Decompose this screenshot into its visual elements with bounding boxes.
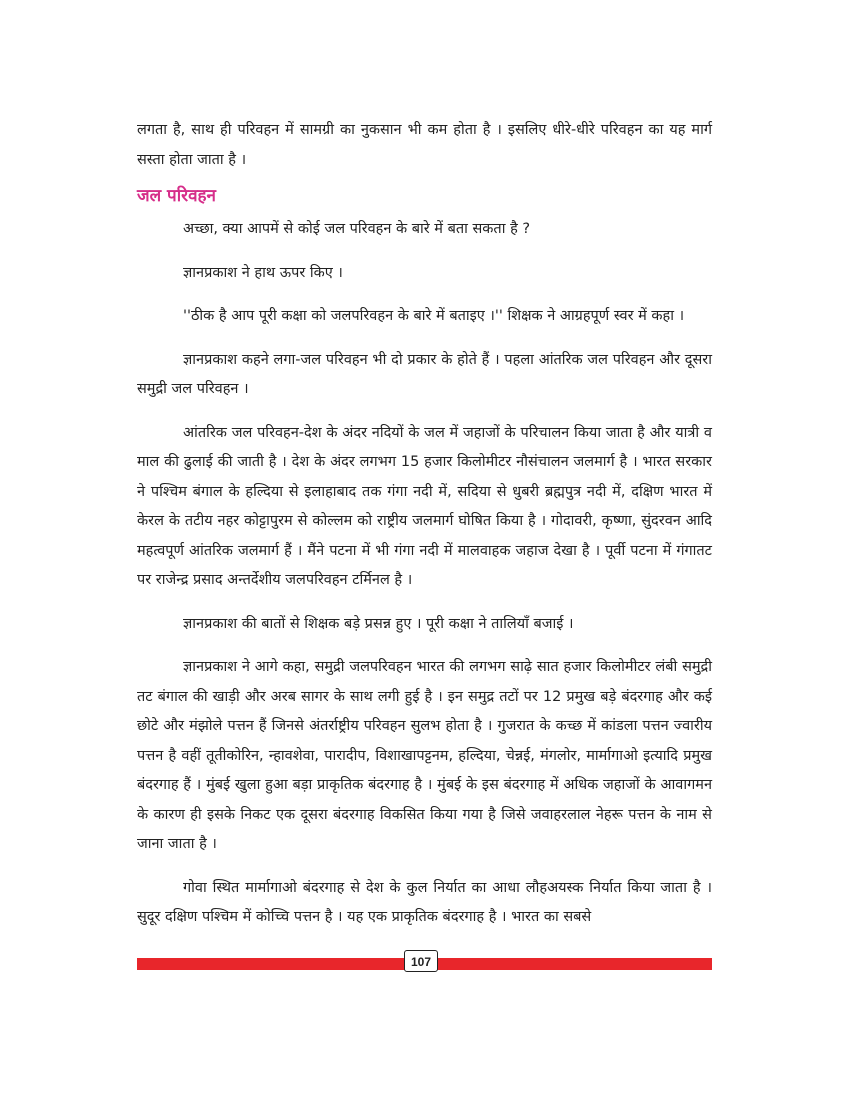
- paragraph-4: ज्ञानप्रकाश कहने लगा-जल परिवहन भी दो प्रकार के होते हैं । पहला आंतरिक जल परिवहन और दूसरा समुद्री जल परिवहन ।: [137, 351, 712, 397]
- paragraph-1: अच्छा, क्या आपमें से कोई जल परिवहन के बारे में बता सकता है ?: [183, 221, 531, 237]
- section-heading: जल परिवहन: [137, 186, 216, 206]
- page-number: 107: [404, 950, 438, 972]
- paragraph-7: ज्ञानप्रकाश ने आगे कहा, समुद्री जलपरिवहन भारत की लगभग साढ़े सात हजार किलोमीटर लंबी समुद्री तट बंगाल की खाड़ी और अरब सागर के साथ लगी हुई है । इन समुद्र तटों पर 12 प्रमुख बड़े बंदरगाह और कई छोटे और मंझोले पत्तन हैं जिनसे अंतर्राष्ट्रीय परिवहन सुलभ होता है । गुजरात के कच्छ में कांडला पत्तन ज्वारीय पत्तन है वहीं तूतीकोरिन, न्हावशेवा, पारादीप, विशाखापट्टनम, हल्दिया, चेन्नई, मंगलोर, मार्मागाओ इत्यादि प्रमुख बंदरगाह हैं । मुंबई खुला हुआ बड़ा प्राकृतिक बंदरगाह है । मुंबई के इस बंदरगाह में अधिक जहाजों के आवागमन के कारण ही इसके निकट एक दूसरा बंदरगाह विकसित किया गया है जिसे जवाहरलाल नेहरू पत्तन के नाम से जाना जाता है ।: [137, 659, 712, 852]
- paragraph-6: ज्ञानप्रकाश की बातों से शिक्षक बड़े प्रसन्न हुए । पूरी कक्षा ने तालियाँ बजाई ।: [183, 615, 574, 632]
- page-body: [137, 116, 712, 933]
- paragraph-5: आंतरिक जल परिवहन-देश के अंदर नदियों के जल में जहाजों के परिचालन किया जाता है और यात्री व माल की ढुलाई की जाती है । देश के अंदर लगभग 15 हजार किलोमीटर नौसंचालन जलमार्ग है । भारत सरकार ने पश्चिम बंगाल के हल्दिया से इलाहाबाद तक गंगा नदी में, सदिया से धुबरी ब्रह्मपुत्र नदी में, दक्षिण भारत में केरल के तटीय नहर कोट्टापुरम से कोल्लम को राष्ट्रीय जलमार्ग घोषित किया है । गोदावरी, कृष्णा, सुंदरवन आदि महत्वपूर्ण आंतरिक जलमार्ग हैं । मैंने पटना में भी गंगा नदी में मालवाहक जहाज देखा है । पूर्वी पटना में गंगातट पर राजेन्द्र प्रसाद अन्तर्देशीय जलपरिवहन टर्मिनल है ।: [137, 424, 712, 588]
- paragraph-3: ''ठीक है आप पूरी कक्षा को जलपरिवहन के बारे में बताइए ।'' शिक्षक ने आग्रहपूर्ण स्वर में कहा ।: [183, 308, 685, 324]
- paragraph-continuation: लगता है, साथ ही परिवहन में सामग्री का नुकसान भी कम होता है । इसलिए धीरे-धीरे परिवहन का यह मार्ग सस्ता होता जाता है ।: [137, 122, 712, 168]
- paragraph-8: गोवा स्थित मार्मागाओ बंदरगाह से देश के कुल निर्यात का आधा लौहअयस्क निर्यात किया जाता है । सुदूर दक्षिण पश्चिम में कोच्चि पत्तन है । यह एक प्राकृतिक बंदरगाह है । भारत का सबसे: [137, 879, 712, 925]
- paragraph-2: ज्ञानप्रकाश ने हाथ ऊपर किए ।: [183, 264, 343, 281]
